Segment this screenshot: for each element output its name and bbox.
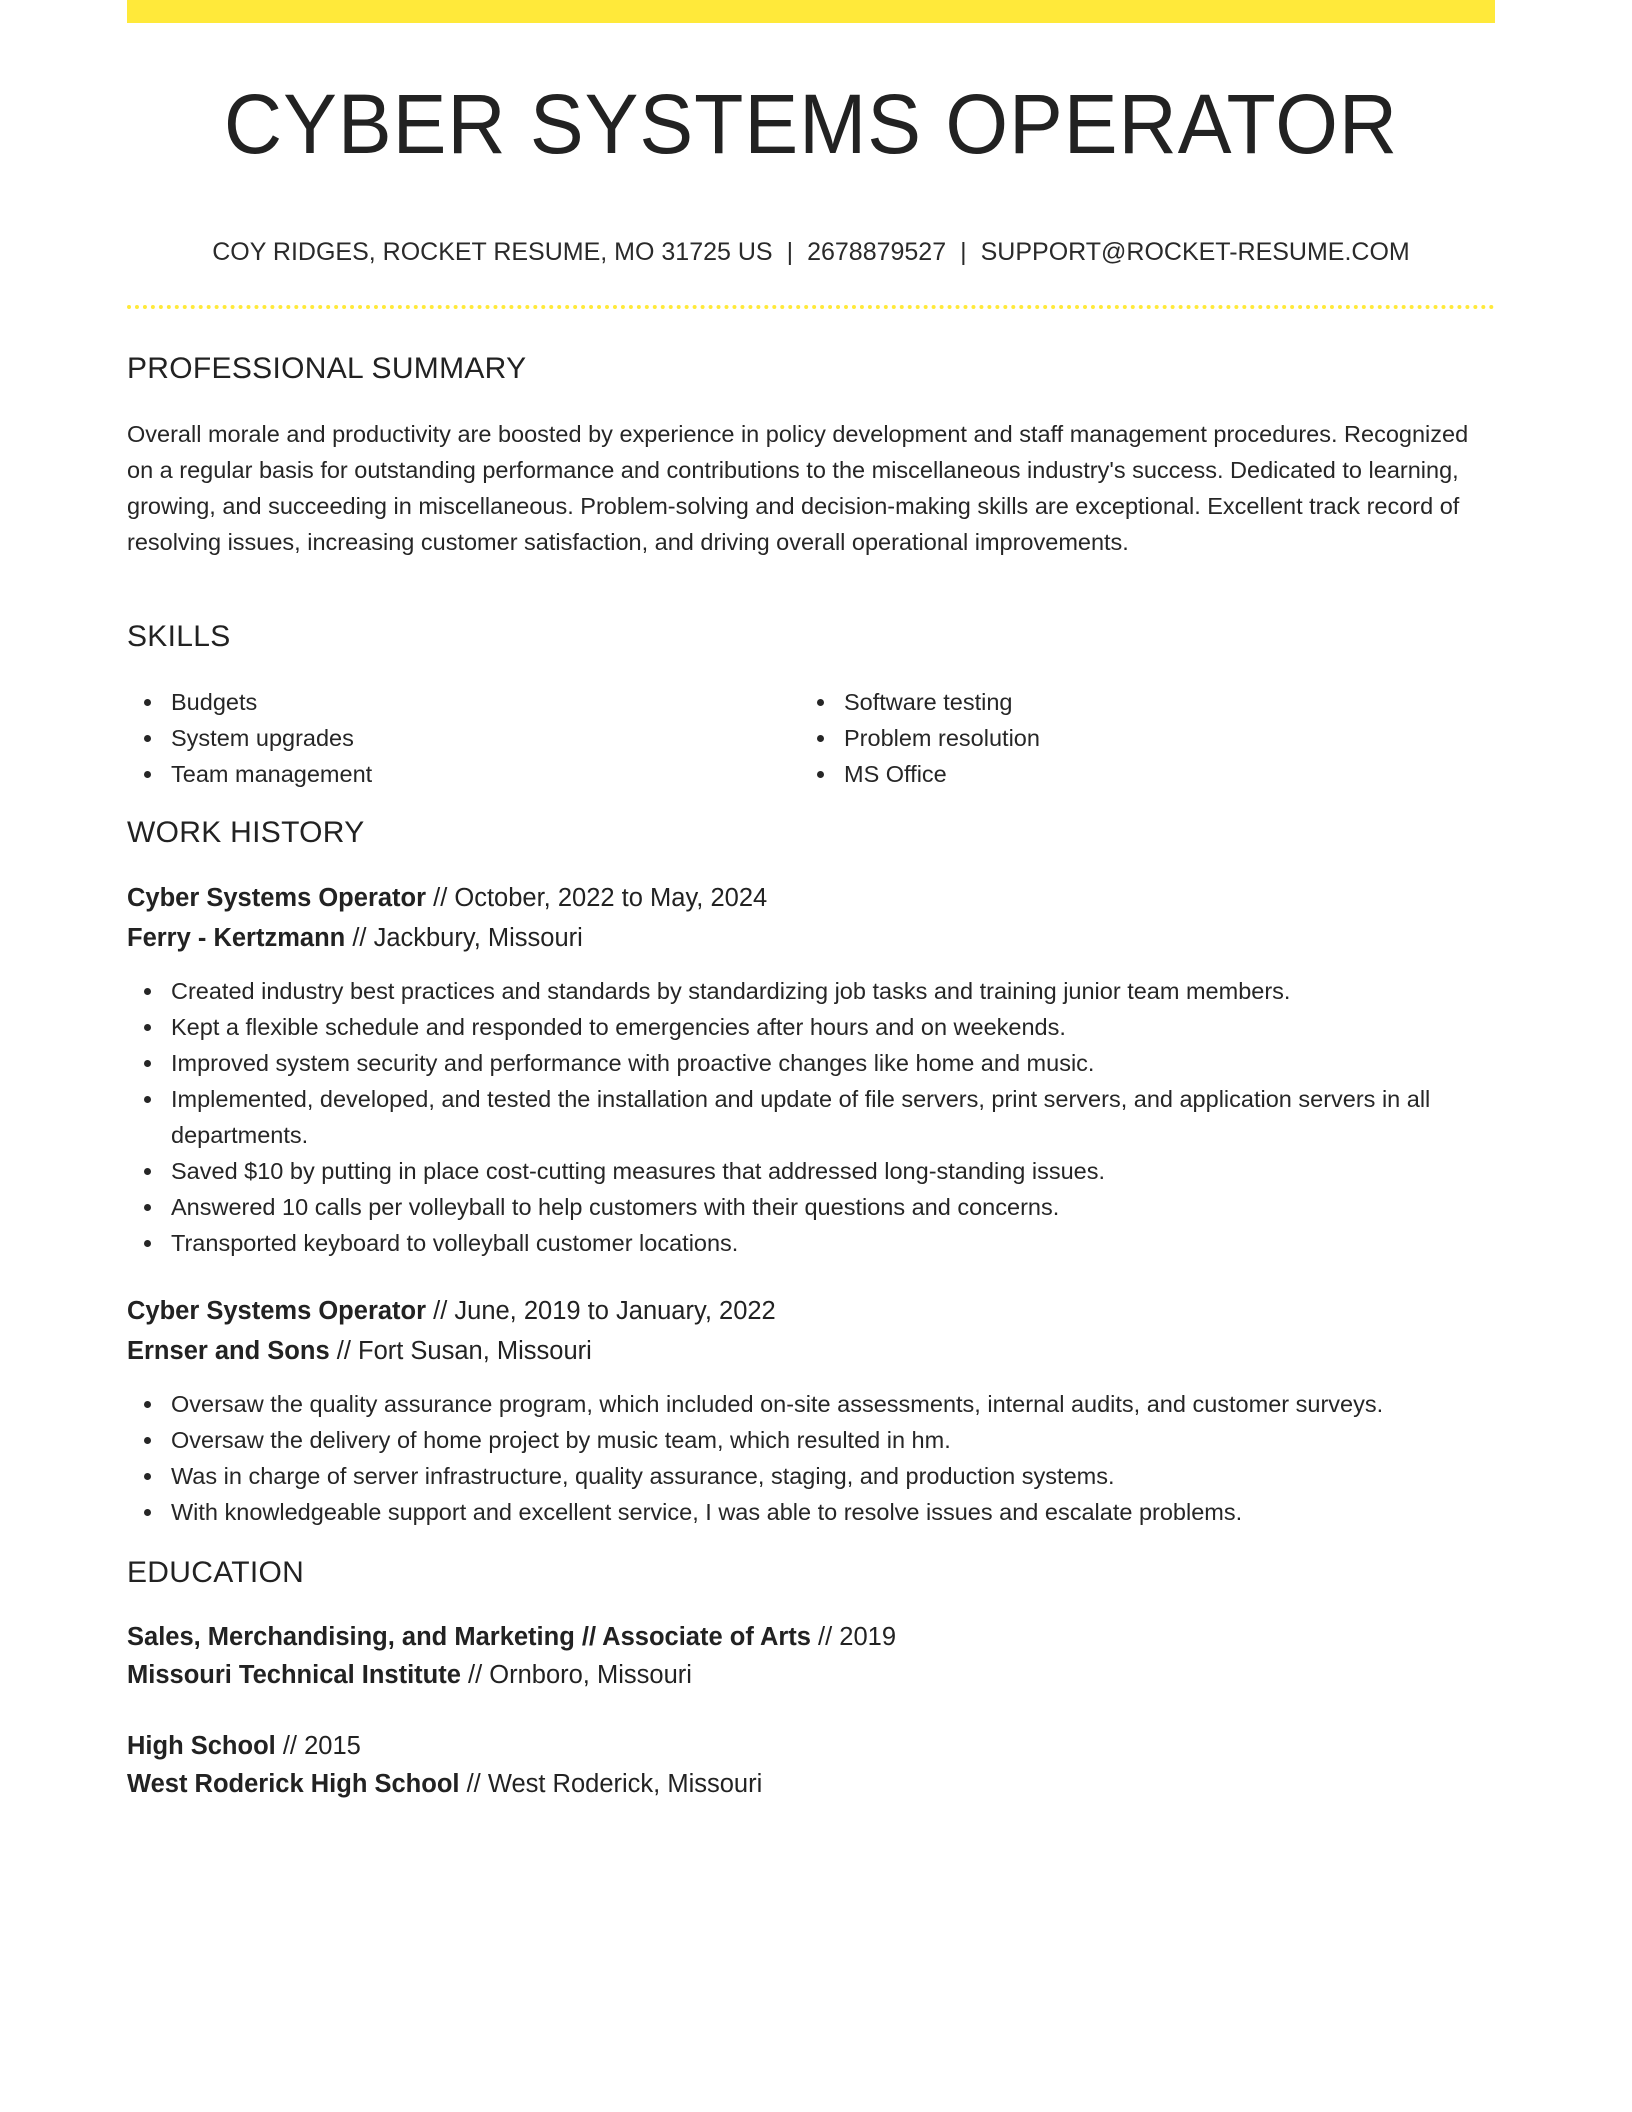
education-degree-line xyxy=(127,1726,361,1766)
education-degree: High School xyxy=(127,1732,276,1760)
job-duties-list xyxy=(127,1386,1495,1530)
education-degree: Sales, Merchandising, and Marketing // Associate of Arts xyxy=(127,1623,811,1651)
resume-title: CYBER SYSTEMS OPERATOR xyxy=(223,77,1399,171)
job-dates: // October, 2022 to May, 2024 xyxy=(426,884,768,912)
job-title-line xyxy=(127,1291,776,1331)
job-duties-list xyxy=(127,973,1495,1261)
education-degree-line xyxy=(127,1617,896,1657)
job-company-line xyxy=(127,1331,592,1371)
job-company-line xyxy=(127,918,583,958)
skill-item: MS Office xyxy=(800,756,1440,792)
duty-item: Improved system security and performance with proactive changes like home and music. xyxy=(127,1045,1495,1081)
education-location: // Ornboro, Missouri xyxy=(460,1661,692,1689)
skill-item: Software testing xyxy=(800,684,1440,720)
job-role: Cyber Systems Operator xyxy=(127,1297,427,1325)
duty-item: Answered 10 calls per volleyball to help customers with their questions and concerns. xyxy=(127,1189,1495,1225)
job-company: Ernser and Sons xyxy=(127,1337,330,1365)
contact-phone: 2678879527 xyxy=(807,238,947,266)
skill-item: Problem resolution xyxy=(800,720,1440,756)
duty-item: With knowledgeable support and excellent service, I was able to resolve issues and escalate problems. xyxy=(127,1494,1495,1530)
skill-item: Budgets xyxy=(127,684,767,720)
duty-item: Implemented, developed, and tested the installation and update of file servers, print servers, and application servers in all departments. xyxy=(127,1081,1495,1153)
skills-heading: SKILLS xyxy=(127,620,231,653)
education-school-line xyxy=(127,1764,762,1804)
education-year: // 2015 xyxy=(275,1732,361,1760)
summary-heading: PROFESSIONAL SUMMARY xyxy=(127,352,527,385)
duty-item: Kept a flexible schedule and responded to emergencies after hours and on weekends. xyxy=(127,1009,1495,1045)
contact-separator: | xyxy=(786,238,794,266)
skills-list-right xyxy=(800,684,1440,792)
education-location: // West Roderick, Missouri xyxy=(459,1770,763,1798)
contact-separator: | xyxy=(960,238,967,266)
header-divider xyxy=(127,305,1495,309)
job-location: // Fort Susan, Missouri xyxy=(329,1337,592,1365)
duty-item: Oversaw the delivery of home project by music team, which resulted in hm. xyxy=(127,1422,1495,1458)
job-company: Ferry - Kertzmann xyxy=(127,924,346,952)
contact-line xyxy=(127,238,1495,267)
job-location: // Jackbury, Missouri xyxy=(345,924,583,952)
contact-address: COY RIDGES, ROCKET RESUME, MO 31725 US xyxy=(212,238,773,266)
skills-list-left xyxy=(127,684,767,792)
education-year: // 2019 xyxy=(810,1623,897,1651)
education-heading: EDUCATION xyxy=(127,1556,305,1589)
duty-item: Saved $10 by putting in place cost-cutting measures that addressed long-standing issues. xyxy=(127,1153,1495,1189)
contact-email: SUPPORT@ROCKET-RESUME.COM xyxy=(980,238,1410,266)
education-school: Missouri Technical Institute xyxy=(127,1661,461,1689)
accent-bar xyxy=(127,0,1495,23)
duty-item: Created industry best practices and standards by standardizing job tasks and training junior team members. xyxy=(127,973,1495,1009)
duty-item: Oversaw the quality assurance program, which included on-site assessments, internal audits, and customer surveys. xyxy=(127,1386,1495,1422)
job-title-line xyxy=(127,878,767,918)
skill-item: System upgrades xyxy=(127,720,767,756)
summary-text: Overall morale and productivity are boosted by experience in policy development and staff management procedures. Recognized on a regular basis for outstanding performance and contributions to the miscellaneous industry's success. Dedicated to learning, growing, and succeeding in miscellaneous. Problem-solving and decision-making skills are exceptional. Excellent track record of resolving issues, increasing customer satisfaction, and driving overall operational improvements. xyxy=(127,421,1469,555)
duty-item: Was in charge of server infrastructure, quality assurance, staging, and production systems. xyxy=(127,1458,1495,1494)
job-role: Cyber Systems Operator xyxy=(127,884,427,912)
duty-item: Transported keyboard to volleyball customer locations. xyxy=(127,1225,1495,1261)
job-dates: // June, 2019 to January, 2022 xyxy=(426,1297,776,1325)
education-school-line xyxy=(127,1655,692,1695)
skill-item: Team management xyxy=(127,756,767,792)
work-history-heading: WORK HISTORY xyxy=(127,816,365,849)
education-school: West Roderick High School xyxy=(127,1770,460,1798)
